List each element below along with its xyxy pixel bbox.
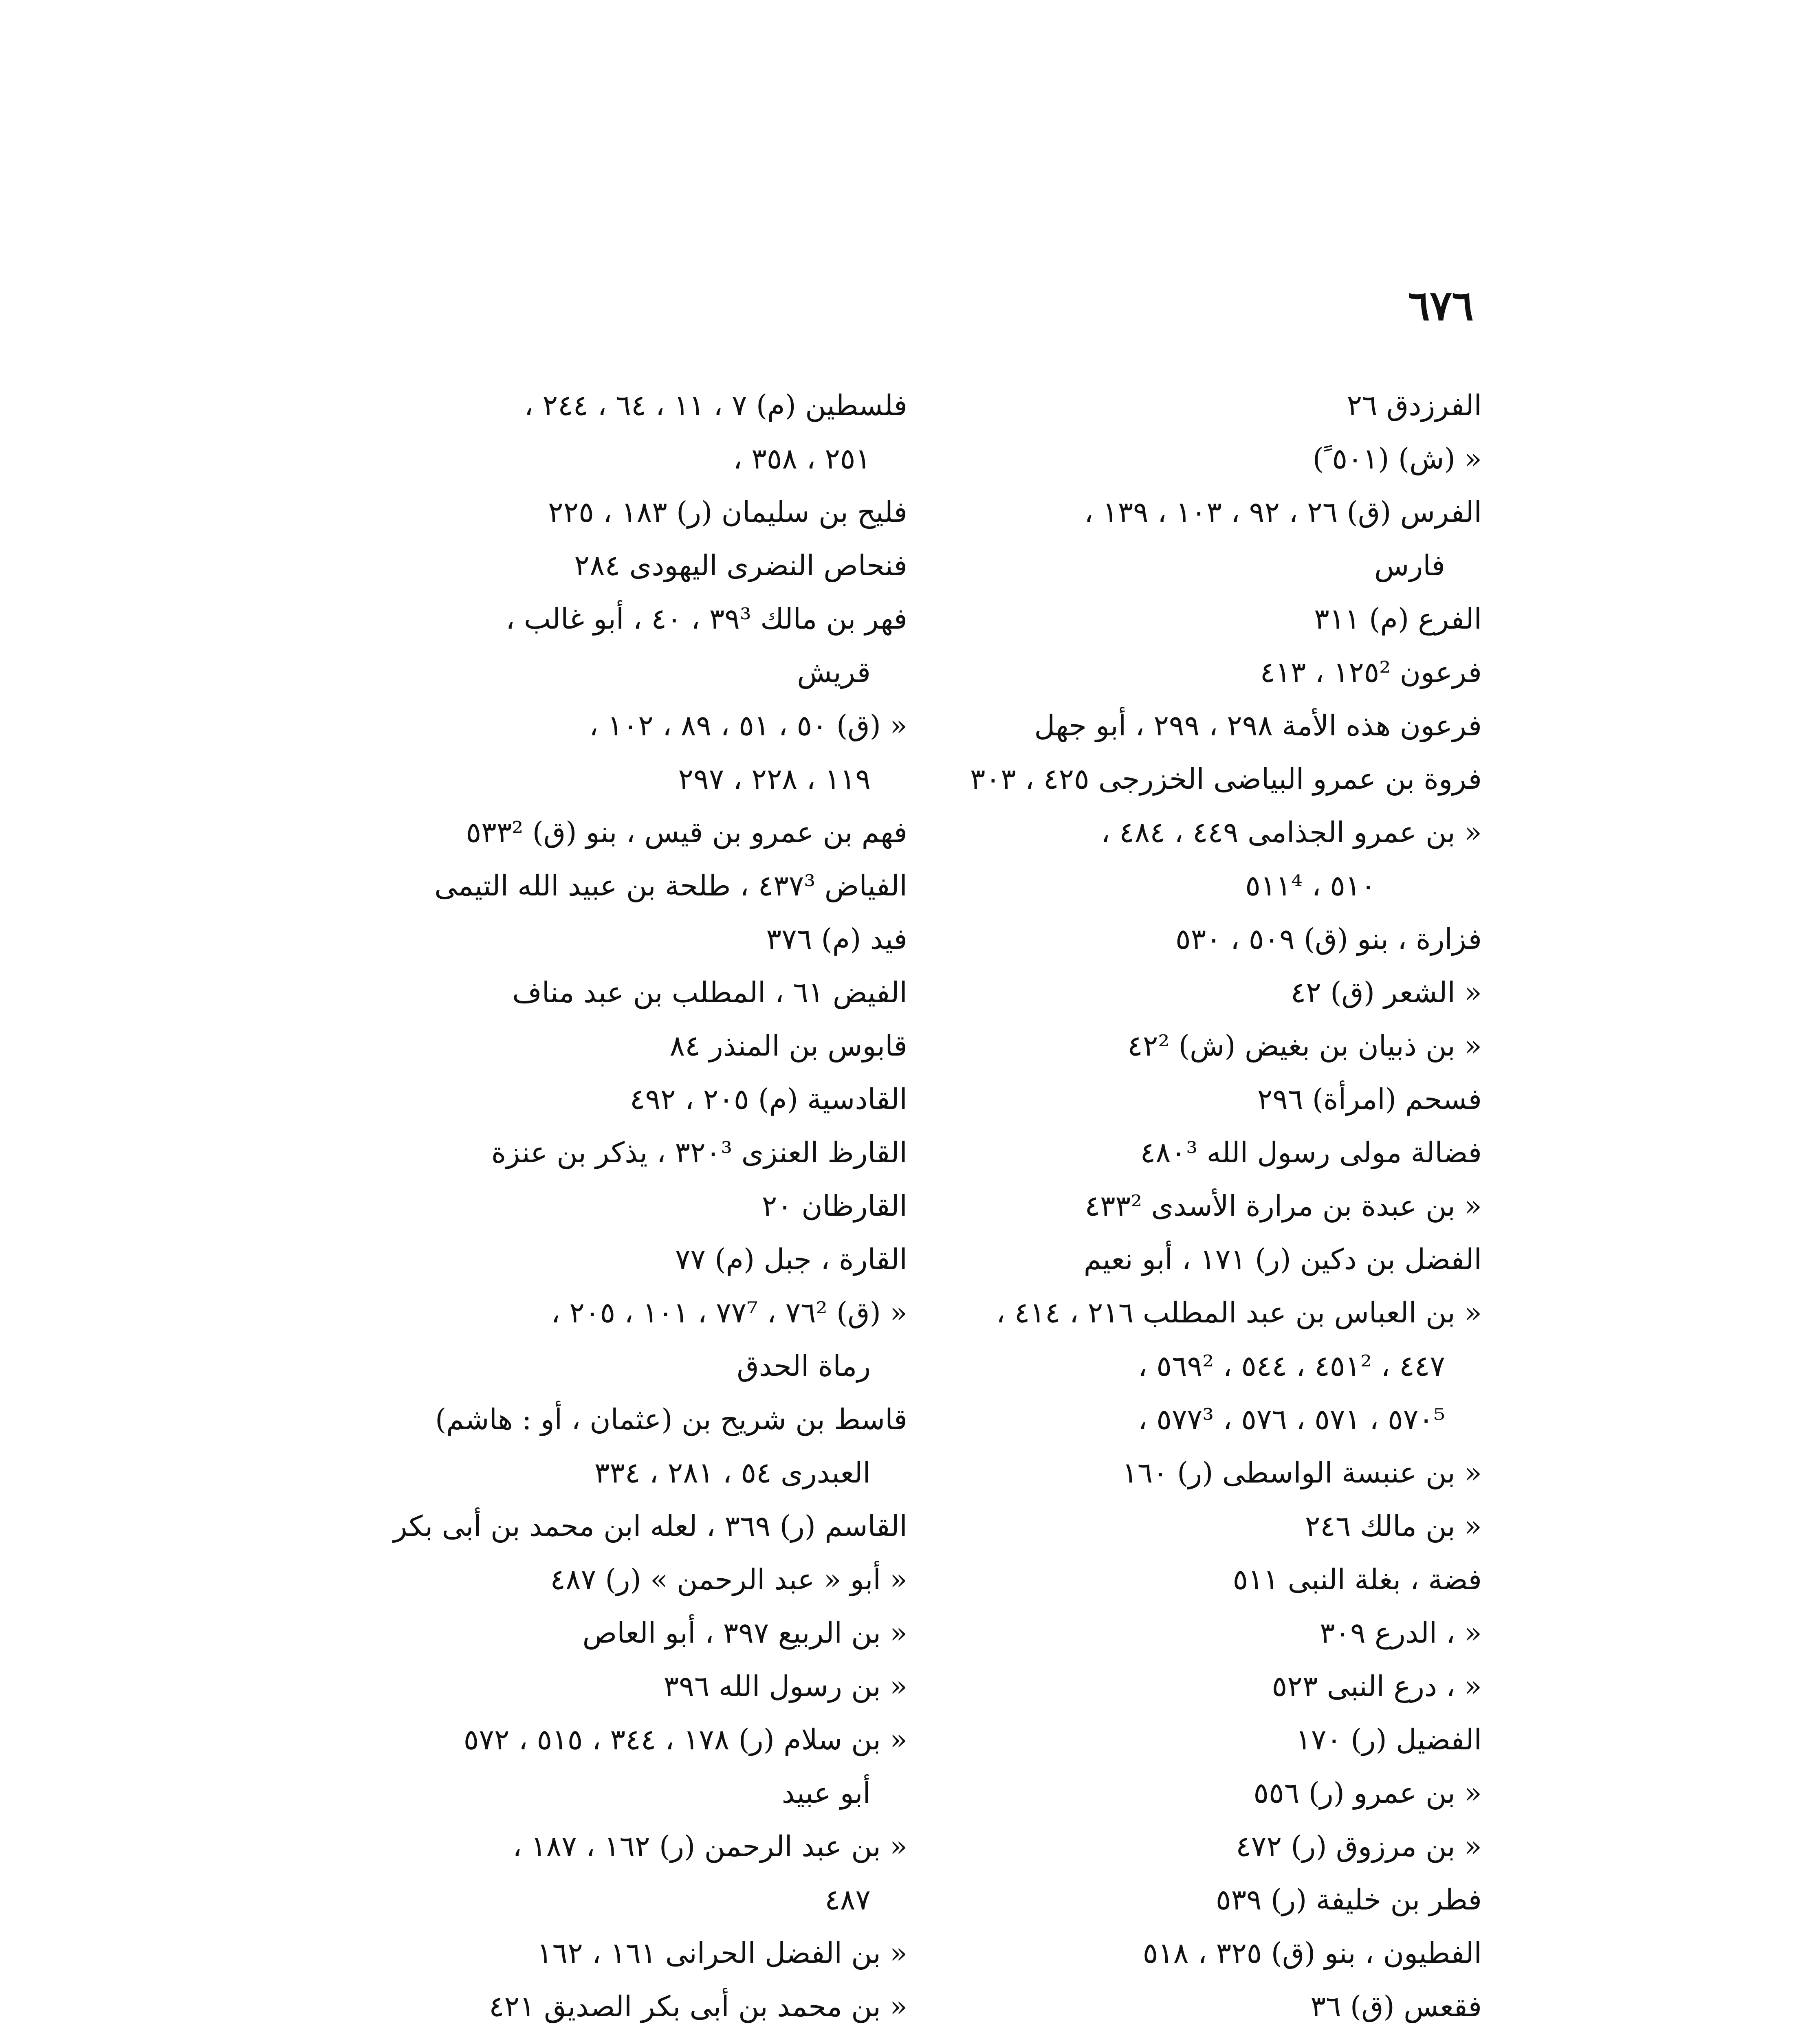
index-entry: « بن العباس بن عبد المطلب ٢١٦ ، ٤١٤ ، (996, 1296, 1482, 1329)
index-entry: ٤٤٧ ، ٤٥١² ، ٥٤٤ ، ٥٦٩² ، (1138, 1349, 1445, 1383)
index-entry: « بن الربيع ٣٩٧ ، أبو العاص (582, 1616, 907, 1650)
index-entry: « ، الدرع ٣٠٩ (1319, 1616, 1482, 1650)
index-entry: فرعون هذه الأمة ٢٩٨ ، ٢٩٩ ، أبو جهل (1034, 709, 1482, 742)
index-entry: فليح بن سليمان (ر) ١٨٣ ، ٢٢٥ (548, 495, 907, 529)
index-entry: الفرزدق ٢٦ (1347, 389, 1482, 422)
index-entry: « (ق) ٥٠ ، ٥١ ، ٨٩ ، ١٠٢ ، (589, 709, 907, 742)
index-entry: « ، درع النبى ٥٢٣ (1272, 1670, 1482, 1703)
index-entry: فنحاص النضرى اليهودى ٢٨٤ (574, 549, 907, 582)
index-entry: فضة ، بغلة النبى ٥١١ (1232, 1563, 1482, 1596)
index-entry: « (ش) (٥٠١ ً) (1312, 442, 1482, 475)
index-entry: فيد (م) ٣٧٦ (766, 922, 907, 956)
index-entry: فارس (1374, 549, 1445, 582)
index-entry: القارظان ٢٠ (761, 1189, 907, 1223)
index-entry: الفضيل (ر) ١٧٠ (1296, 1723, 1482, 1756)
index-entry: فهر بن مالك ٣٩³ ، ٤٠ ، أبو غالب ، (506, 602, 907, 636)
index-entry: « بن سلام (ر) ١٧٨ ، ٣٤٤ ، ٥١٥ ، ٥٧٢ (463, 1723, 907, 1756)
index-entry: « بن عمرو الجذامى ٤٤٩ ، ٤٨٤ ، (1101, 816, 1482, 849)
index-entry: ٢٥١ ، ٣٥٨ ، (733, 442, 871, 475)
index-entry: فرعون ١٢٥² ، ٤١٣ (1260, 656, 1482, 689)
index-entry: فسحم (امرأة) ٢٩٦ (1257, 1082, 1482, 1116)
index-entry: « أبو « عبد الرحمن » (ر) ٤٨٧ (550, 1563, 907, 1596)
index-entry: القادسية (م) ٢٠٥ ، ٤٩٢ (629, 1082, 907, 1116)
index-entry: « بن مرزوق (ر) ٤٧٢ (1236, 1830, 1482, 1863)
index-entry: ٥١٠ ، ٥١١⁴ (1245, 869, 1376, 902)
index-entry: فلسطين (م) ٧ ، ١١ ، ٦٤ ، ٢٤٤ ، (524, 389, 907, 422)
index-entry: « بن ذبيان بن بغيض (ش) ٤٢² (1127, 1029, 1482, 1062)
index-entry: العبدرى ٥٤ ، ٢٨١ ، ٣٣٤ (594, 1456, 871, 1489)
index-entry: « الشعر (ق) ٤٢ (1290, 976, 1482, 1009)
index-entry: قريش (797, 656, 871, 689)
index-entry: الفرس (ق) ٢٦ ، ٩٢ ، ١٠٣ ، ١٣٩ ، (1084, 495, 1482, 529)
index-entry: الفيض ٦١ ، المطلب بن عبد مناف (512, 976, 907, 1009)
index-entry: « بن رسول الله ٣٩٦ (663, 1670, 907, 1703)
index-entry: الفرع (م) ٣١١ (1314, 602, 1482, 636)
index-entry: فروة بن عمرو البياضى الخزرجى ٤٢٥ ، ٣٠٣ (970, 762, 1482, 796)
index-entry: فزارة ، بنو (ق) ٥٠٩ ، ٥٣٠ (1175, 922, 1482, 956)
index-entry: قابوس بن المنذر ٨٤ (669, 1029, 907, 1062)
index-entry: « بن مالك ٢٤٦ (1305, 1509, 1482, 1543)
index-entry: « بن عبد الرحمن (ر) ١٦٢ ، ١٨٧ ، (513, 1830, 907, 1863)
page-number: ٦٧٦ (1408, 282, 1474, 330)
index-entry: الفضل بن دكين (ر) ١٧١ ، أبو نعيم (1083, 1243, 1482, 1276)
index-entry: فقعس (ق) ٣٦ (1310, 1990, 1482, 2023)
index-entry: الفطيون ، بنو (ق) ٣٢٥ ، ٥١٨ (1142, 1936, 1482, 1970)
index-entry: « بن عمرو (ر) ٥٥٦ (1253, 1776, 1482, 1810)
index-entry: رماة الحدق (737, 1349, 871, 1383)
index-entry: فطر بن خليفة (ر) ٥٣٩ (1215, 1883, 1482, 1916)
index-entry: الفياض ٤٣٧³ ، طلحة بن عبيد الله التيمى (434, 869, 907, 902)
index-entry: ٥٧٠⁵ ، ٥٧١ ، ٥٧٦ ، ٥٧٧³ ، (1138, 1403, 1445, 1436)
index-entry: فهم بن عمرو بن قيس ، بنو (ق) ٥٣٣² (466, 816, 907, 849)
index-entry: « بن عنبسة الواسطى (ر) ١٦٠ (1122, 1456, 1482, 1489)
index-entry (272, 2033, 907, 2037)
index-entry: فضالة مولى رسول الله ٤٨٠³ (1140, 1136, 1482, 1169)
index-entry: « بن محمد بن أبى بكر الصديق ٤٢١ (489, 1990, 907, 2023)
index-entry: القارة ، جبل (م) ٧٧ (675, 1243, 907, 1276)
index-entry: أبو عبيد (781, 1776, 871, 1810)
index-column-right (846, 379, 1482, 2037)
index-entry: ٤٨٧ (825, 1883, 871, 1916)
index-entry: القارظ العنزى ٣٢٠³ ، يذكر بن عنزة (491, 1136, 907, 1169)
index-entry: « (ق) ٧٦² ، ٧٧⁷ ، ١٠١ ، ٢٠٥ ، (551, 1296, 907, 1329)
index-entry: « بن الفضل الحرانى ١٦١ ، ١٦٢ (537, 1936, 907, 1970)
index-entry: القاسم (ر) ٣٦٩ ، لعله ابن محمد بن أبى بكر (393, 1509, 907, 1543)
index-entry: ١١٩ ، ٢٢٨ ، ٢٩٧ (678, 762, 871, 796)
index-entry: قاسط بن شريح بن (عثمان ، أو : هاشم) (435, 1403, 907, 1436)
index-entry (846, 2033, 1482, 2037)
index-column-left (272, 379, 907, 2037)
index-entry: « بن عبدة بن مرارة الأسدى ٤٣٣² (1085, 1189, 1482, 1223)
